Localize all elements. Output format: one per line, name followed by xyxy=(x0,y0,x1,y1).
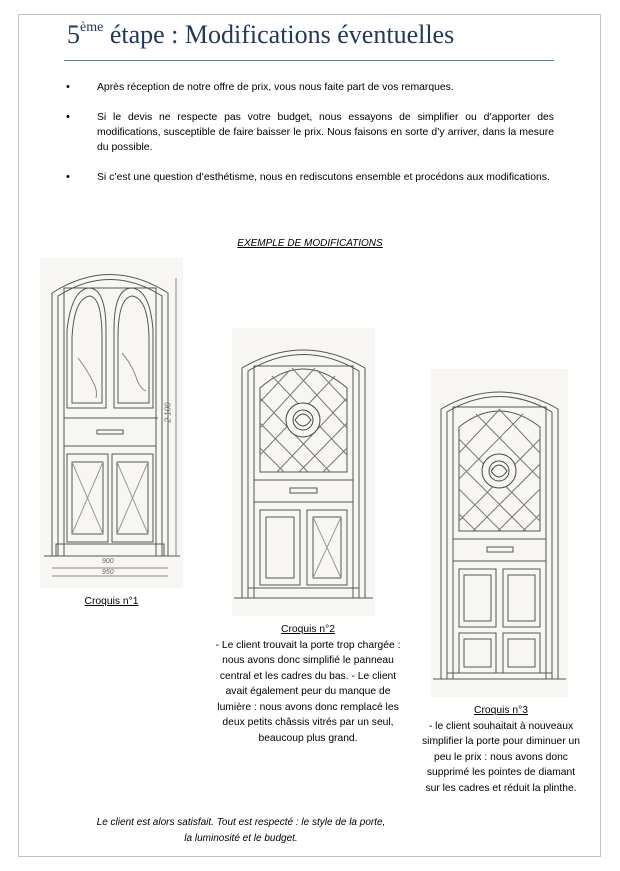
title-underline xyxy=(64,60,554,61)
dimension-width-2: 950 xyxy=(102,569,114,576)
dimension-width-1: 900 xyxy=(102,558,114,565)
example-heading: EXEMPLE DE MODIFICATIONS xyxy=(237,238,383,249)
bullet-item: • Après réception de notre offre de prix, vous nous faite part de vos remarques. xyxy=(66,80,554,95)
caption-title: Croquis n°2 xyxy=(281,624,335,635)
caption-title: Croquis n°1 xyxy=(84,596,139,607)
bullet-item: • Si c’est une question d’esthétisme, nous en rediscutons ensemble et procédons aux modifications. xyxy=(66,170,554,185)
caption-1 xyxy=(40,594,183,610)
door-sketch-1 xyxy=(40,258,183,588)
bullet-item: • Si le devis ne respecte pas votre budget, nous essayons de simplifier ou d’apporter des modifications, susceptible de faire baisser le prix. Nous faisons en sorte d’y arriver, dans la mesure du possible. xyxy=(66,110,554,155)
caption-title: Croquis n°3 xyxy=(474,705,528,716)
page-title: 5ème étape : Modifications éventuelles xyxy=(67,20,455,49)
caption-2 xyxy=(210,622,406,746)
door-sketch-3 xyxy=(431,369,568,697)
dimension-height: 2 100 xyxy=(163,402,173,423)
caption-text: - Le client trouvait la porte trop chargée : nous avons donc simplifié le panneau central et les cadres du bas. - Le client avait également peur du manque de lumière : nous avons donc remplacé les deux petits châssis vitrés par un seul, beaucoup plus grand. xyxy=(215,639,401,744)
caption-3 xyxy=(421,703,581,796)
door-sketch-2 xyxy=(232,328,375,616)
bullet-list xyxy=(66,80,554,200)
caption-text: - le client souhaitait à nouveaux simplifier la porte pour diminuer un peu le prix : nous avons donc supprimé les pointes de diamant sur les cadres et réduit la plinthe. xyxy=(422,720,580,794)
closing-note: Le client est alors satisfait. Tout est respecté : le style de la porte, la luminosité et le budget. xyxy=(96,817,386,844)
